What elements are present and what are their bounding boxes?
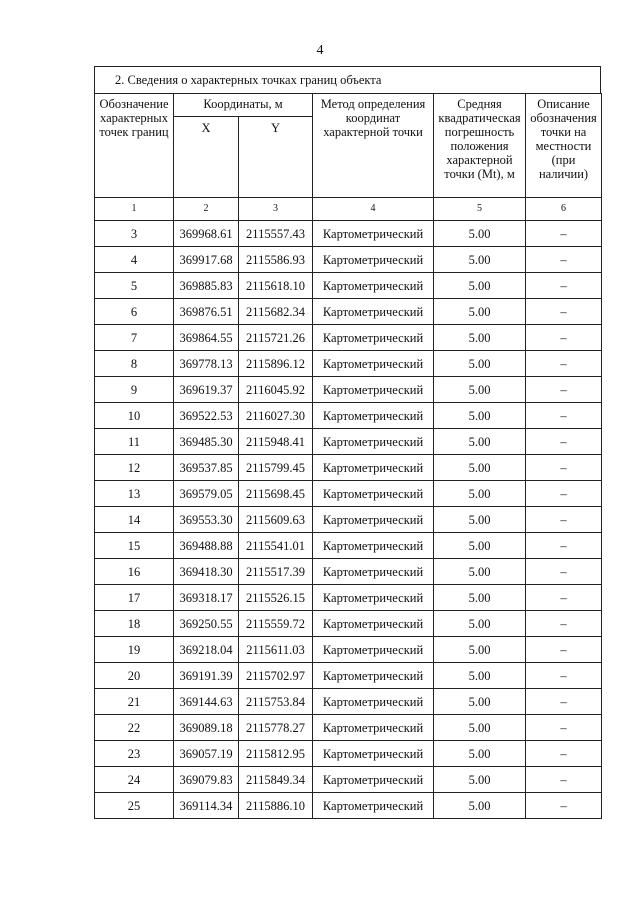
y-coordinate-cell: 2116045.92 xyxy=(239,377,313,403)
method-cell: Картометрический xyxy=(313,377,434,403)
y-coordinate-cell: 2115778.27 xyxy=(239,715,313,741)
y-coordinate-cell: 2115611.03 xyxy=(239,637,313,663)
method-cell: Картометрический xyxy=(313,741,434,767)
method-cell: Картометрический xyxy=(313,559,434,585)
y-coordinate-cell: 2115753.84 xyxy=(239,689,313,715)
table-row xyxy=(95,403,602,429)
description-cell: – xyxy=(526,403,602,429)
table-row xyxy=(95,299,602,325)
point-number-cell: 6 xyxy=(95,299,174,325)
point-number-cell: 4 xyxy=(95,247,174,273)
x-coordinate-cell: 369089.18 xyxy=(174,715,239,741)
section-header xyxy=(94,66,601,93)
point-number-cell: 9 xyxy=(95,377,174,403)
y-coordinate-cell: 2115559.72 xyxy=(239,611,313,637)
section-title: 2. Сведения о характерных точках границ объекта xyxy=(115,73,382,87)
x-coordinate-cell: 369485.30 xyxy=(174,429,239,455)
y-coordinate-cell: 2115698.45 xyxy=(239,481,313,507)
accuracy-cell: 5.00 xyxy=(434,741,526,767)
y-coordinate-cell: 2115609.63 xyxy=(239,507,313,533)
method-cell: Картометрический xyxy=(313,585,434,611)
x-coordinate-cell: 369250.55 xyxy=(174,611,239,637)
x-coordinate-cell: 369778.13 xyxy=(174,351,239,377)
description-cell: – xyxy=(526,429,602,455)
y-coordinate-cell: 2115886.10 xyxy=(239,793,313,819)
method-cell: Картометрический xyxy=(313,221,434,247)
accuracy-cell: 5.00 xyxy=(434,403,526,429)
table-row xyxy=(95,585,602,611)
x-coordinate-cell: 369885.83 xyxy=(174,273,239,299)
description-cell: – xyxy=(526,247,602,273)
y-coordinate-cell: 2115849.34 xyxy=(239,767,313,793)
point-number-cell: 15 xyxy=(95,533,174,559)
description-cell: – xyxy=(526,481,602,507)
x-coordinate-cell: 369876.51 xyxy=(174,299,239,325)
accuracy-cell: 5.00 xyxy=(434,481,526,507)
description-cell: – xyxy=(526,533,602,559)
table-row xyxy=(95,247,602,273)
point-number-cell: 10 xyxy=(95,403,174,429)
x-coordinate-cell: 369218.04 xyxy=(174,637,239,663)
x-coordinate-cell: 369079.83 xyxy=(174,767,239,793)
point-number-cell: 22 xyxy=(95,715,174,741)
point-number-cell: 8 xyxy=(95,351,174,377)
accuracy-cell: 5.00 xyxy=(434,637,526,663)
y-coordinate-cell: 2115948.41 xyxy=(239,429,313,455)
method-cell: Картометрический xyxy=(313,793,434,819)
method-cell: Картометрический xyxy=(313,299,434,325)
accuracy-cell: 5.00 xyxy=(434,507,526,533)
description-cell: – xyxy=(526,455,602,481)
accuracy-cell: 5.00 xyxy=(434,325,526,351)
method-cell: Картометрический xyxy=(313,247,434,273)
point-number-cell: 13 xyxy=(95,481,174,507)
column-number: 3 xyxy=(239,198,313,221)
table-row xyxy=(95,325,602,351)
description-cell: – xyxy=(526,325,602,351)
method-cell: Картометрический xyxy=(313,611,434,637)
point-number-cell: 23 xyxy=(95,741,174,767)
accuracy-cell: 5.00 xyxy=(434,429,526,455)
description-cell: – xyxy=(526,273,602,299)
column-number: 2 xyxy=(174,198,239,221)
point-number-cell: 24 xyxy=(95,767,174,793)
header-method: Метод определения координат характерной точки xyxy=(313,94,434,198)
y-coordinate-cell: 2115896.12 xyxy=(239,351,313,377)
accuracy-cell: 5.00 xyxy=(434,611,526,637)
accuracy-cell: 5.00 xyxy=(434,221,526,247)
accuracy-cell: 5.00 xyxy=(434,585,526,611)
y-coordinate-cell: 2115799.45 xyxy=(239,455,313,481)
y-coordinate-cell: 2115526.15 xyxy=(239,585,313,611)
x-coordinate-cell: 369619.37 xyxy=(174,377,239,403)
point-number-cell: 5 xyxy=(95,273,174,299)
table-body xyxy=(95,221,602,819)
table-row xyxy=(95,533,602,559)
accuracy-cell: 5.00 xyxy=(434,663,526,689)
y-coordinate-cell: 2116027.30 xyxy=(239,403,313,429)
method-cell: Картометрический xyxy=(313,325,434,351)
x-coordinate-cell: 369144.63 xyxy=(174,689,239,715)
page-number: 4 xyxy=(316,43,324,58)
accuracy-cell: 5.00 xyxy=(434,715,526,741)
description-cell: – xyxy=(526,741,602,767)
description-cell: – xyxy=(526,351,602,377)
table-row xyxy=(95,481,602,507)
point-number-cell: 25 xyxy=(95,793,174,819)
accuracy-cell: 5.00 xyxy=(434,377,526,403)
method-cell: Картометрический xyxy=(313,273,434,299)
column-number: 5 xyxy=(434,198,526,221)
method-cell: Картометрический xyxy=(313,429,434,455)
description-cell: – xyxy=(526,663,602,689)
method-cell: Картометрический xyxy=(313,637,434,663)
header-accuracy: Средняя квадратическая погрешность положения характерной точки (Mt), м xyxy=(434,94,526,198)
header-x: X xyxy=(174,117,239,198)
table-row xyxy=(95,793,602,819)
description-cell: – xyxy=(526,767,602,793)
y-coordinate-cell: 2115618.10 xyxy=(239,273,313,299)
point-number-cell: 21 xyxy=(95,689,174,715)
accuracy-cell: 5.00 xyxy=(434,559,526,585)
y-coordinate-cell: 2115812.95 xyxy=(239,741,313,767)
table-row xyxy=(95,429,602,455)
x-coordinate-cell: 369191.39 xyxy=(174,663,239,689)
x-coordinate-cell: 369968.61 xyxy=(174,221,239,247)
point-number-cell: 19 xyxy=(95,637,174,663)
description-cell: – xyxy=(526,715,602,741)
method-cell: Картометрический xyxy=(313,663,434,689)
point-number-cell: 20 xyxy=(95,663,174,689)
accuracy-cell: 5.00 xyxy=(434,533,526,559)
x-coordinate-cell: 369318.17 xyxy=(174,585,239,611)
point-number-cell: 18 xyxy=(95,611,174,637)
description-cell: – xyxy=(526,221,602,247)
description-cell: – xyxy=(526,611,602,637)
header-coordinates: Координаты, м xyxy=(174,94,313,117)
method-cell: Картометрический xyxy=(313,455,434,481)
accuracy-cell: 5.00 xyxy=(434,455,526,481)
y-coordinate-cell: 2115702.97 xyxy=(239,663,313,689)
table-row xyxy=(95,611,602,637)
accuracy-cell: 5.00 xyxy=(434,247,526,273)
x-coordinate-cell: 369917.68 xyxy=(174,247,239,273)
accuracy-cell: 5.00 xyxy=(434,273,526,299)
table-row xyxy=(95,559,602,585)
x-coordinate-cell: 369522.53 xyxy=(174,403,239,429)
table-row xyxy=(95,637,602,663)
point-number-cell: 16 xyxy=(95,559,174,585)
method-cell: Картометрический xyxy=(313,507,434,533)
y-coordinate-cell: 2115721.26 xyxy=(239,325,313,351)
x-coordinate-cell: 369579.05 xyxy=(174,481,239,507)
y-coordinate-cell: 2115557.43 xyxy=(239,221,313,247)
column-number: 6 xyxy=(526,198,602,221)
header-y: Y xyxy=(239,117,313,198)
table-row xyxy=(95,689,602,715)
x-coordinate-cell: 369114.34 xyxy=(174,793,239,819)
description-cell: – xyxy=(526,585,602,611)
x-coordinate-cell: 369418.30 xyxy=(174,559,239,585)
x-coordinate-cell: 369864.55 xyxy=(174,325,239,351)
column-number: 1 xyxy=(95,198,174,221)
accuracy-cell: 5.00 xyxy=(434,767,526,793)
table-row xyxy=(95,663,602,689)
table-row xyxy=(95,741,602,767)
column-number-row xyxy=(95,198,602,221)
accuracy-cell: 5.00 xyxy=(434,351,526,377)
table-row xyxy=(95,377,602,403)
boundary-points-table xyxy=(94,93,602,819)
table-row xyxy=(95,455,602,481)
description-cell: – xyxy=(526,299,602,325)
description-cell: – xyxy=(526,637,602,663)
y-coordinate-cell: 2115517.39 xyxy=(239,559,313,585)
x-coordinate-cell: 369537.85 xyxy=(174,455,239,481)
table-row xyxy=(95,767,602,793)
y-coordinate-cell: 2115682.34 xyxy=(239,299,313,325)
x-coordinate-cell: 369488.88 xyxy=(174,533,239,559)
method-cell: Картометрический xyxy=(313,689,434,715)
description-cell: – xyxy=(526,559,602,585)
y-coordinate-cell: 2115541.01 xyxy=(239,533,313,559)
table-row xyxy=(95,351,602,377)
description-cell: – xyxy=(526,793,602,819)
accuracy-cell: 5.00 xyxy=(434,793,526,819)
method-cell: Картометрический xyxy=(313,351,434,377)
table-row xyxy=(95,273,602,299)
y-coordinate-cell: 2115586.93 xyxy=(239,247,313,273)
method-cell: Картометрический xyxy=(313,403,434,429)
header-designation: Обозначение характерных точек границ xyxy=(95,94,174,198)
table-row xyxy=(95,507,602,533)
method-cell: Картометрический xyxy=(313,715,434,741)
point-number-cell: 14 xyxy=(95,507,174,533)
table-row xyxy=(95,221,602,247)
table-header xyxy=(95,94,602,221)
method-cell: Картометрический xyxy=(313,481,434,507)
description-cell: – xyxy=(526,689,602,715)
table-row xyxy=(95,715,602,741)
description-cell: – xyxy=(526,507,602,533)
header-description: Описание обозначения точки на местности (при наличии) xyxy=(526,94,602,198)
x-coordinate-cell: 369553.30 xyxy=(174,507,239,533)
point-number-cell: 7 xyxy=(95,325,174,351)
method-cell: Картометрический xyxy=(313,767,434,793)
point-number-cell: 11 xyxy=(95,429,174,455)
method-cell: Картометрический xyxy=(313,533,434,559)
accuracy-cell: 5.00 xyxy=(434,299,526,325)
column-number: 4 xyxy=(313,198,434,221)
point-number-cell: 17 xyxy=(95,585,174,611)
accuracy-cell: 5.00 xyxy=(434,689,526,715)
point-number-cell: 3 xyxy=(95,221,174,247)
point-number-cell: 12 xyxy=(95,455,174,481)
description-cell: – xyxy=(526,377,602,403)
x-coordinate-cell: 369057.19 xyxy=(174,741,239,767)
